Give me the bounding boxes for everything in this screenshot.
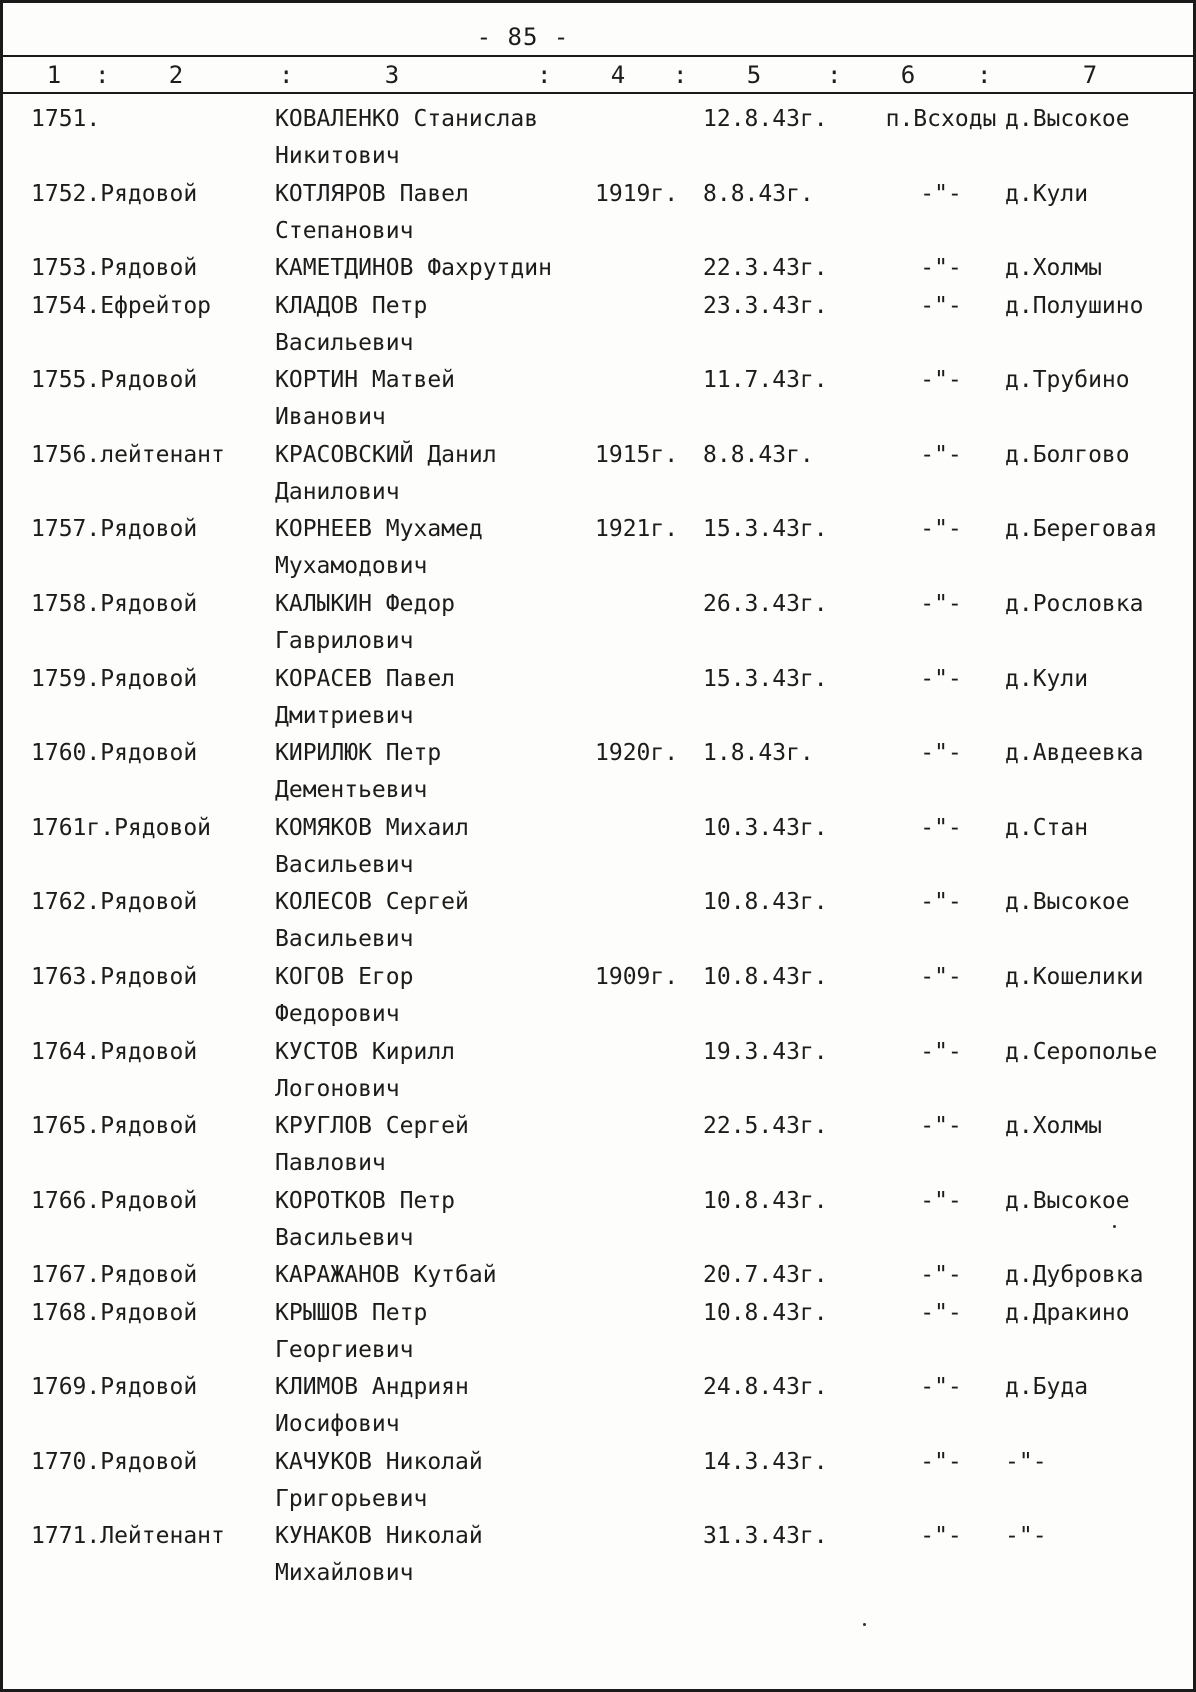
full-name-line2: Гаврилович <box>275 627 414 654</box>
full-name-line2: Логонович <box>275 1075 400 1102</box>
village: -"- <box>1005 1448 1047 1475</box>
scan-speck <box>863 1623 866 1626</box>
column-header-7: 7 <box>1082 61 1098 89</box>
full-name-line2: Дмитриевич <box>275 702 414 729</box>
district: -"- <box>920 292 962 319</box>
record-number-rank: 1752.Рядовой <box>31 180 198 207</box>
death-date: 10.8.43г. <box>703 1187 828 1214</box>
death-date: 20.7.43г. <box>703 1262 828 1289</box>
full-name-line1: КОЛЕСОВ Сергей <box>275 889 469 916</box>
full-name-line2: Мухамодович <box>275 553 428 580</box>
table-row <box>3 884 1193 958</box>
column-header-6: 6 <box>900 61 916 89</box>
record-number-rank: 1770.Рядовой <box>31 1448 198 1475</box>
full-name-line2: Иосифович <box>275 1411 400 1438</box>
table-row <box>3 735 1193 809</box>
table-row <box>3 1518 1193 1592</box>
full-name-line1: КОМЯКОВ Михаил <box>275 814 469 841</box>
column-separator: : <box>537 61 552 89</box>
full-name-line1: КОРАСЕВ Павел <box>275 665 456 692</box>
table-row <box>3 362 1193 436</box>
record-number-rank: 1758.Рядовой <box>31 590 198 617</box>
birth-year: 1921г. <box>595 516 679 543</box>
death-date: 8.8.43г. <box>703 180 814 207</box>
record-number-rank: 1763.Рядовой <box>31 963 198 990</box>
record-number-rank: 1768.Рядовой <box>31 1299 198 1326</box>
village: д.Полушино <box>1005 292 1144 319</box>
district: -"- <box>920 367 962 394</box>
full-name-line1: КОТЛЯРОВ Павел <box>275 180 469 207</box>
death-date: 10.8.43г. <box>703 963 828 990</box>
full-name-line2: Васильевич <box>275 851 414 878</box>
death-date: 10.8.43г. <box>703 889 828 916</box>
village: д.Береговая <box>1005 516 1158 543</box>
death-date: 26.3.43г. <box>703 590 828 617</box>
death-date: 14.3.43г. <box>703 1448 828 1475</box>
district: -"- <box>920 1262 962 1289</box>
table-row <box>3 437 1193 511</box>
table-row <box>3 1034 1193 1108</box>
death-date: 24.8.43г. <box>703 1374 828 1401</box>
village: -"- <box>1005 1523 1047 1550</box>
record-number-rank: 1766.Рядовой <box>31 1187 198 1214</box>
death-date: 11.7.43г. <box>703 367 828 394</box>
record-number-rank: 1771.Лейтенант <box>31 1523 225 1550</box>
full-name-line1: КРЫШОВ Петр <box>275 1299 428 1326</box>
column-separator: : <box>673 61 688 89</box>
full-name-line2: Иванович <box>275 404 386 431</box>
district: -"- <box>920 1113 962 1140</box>
village: д.Буда <box>1005 1374 1089 1401</box>
death-date: 10.3.43г. <box>703 814 828 841</box>
district: -"- <box>920 516 962 543</box>
table-row <box>3 1183 1193 1257</box>
record-number-rank: 1769.Рядовой <box>31 1374 198 1401</box>
birth-year: 1915г. <box>595 441 679 468</box>
district: -"- <box>920 590 962 617</box>
table-row <box>3 1108 1193 1182</box>
page-number: - 85 - <box>476 23 570 51</box>
birth-year: 1909г. <box>595 963 679 990</box>
full-name-line1: КОРОТКОВ Петр <box>275 1187 456 1214</box>
table-row <box>3 1369 1193 1443</box>
full-name-line1: КЛИМОВ Андриян <box>275 1374 469 1401</box>
column-separator: : <box>279 61 294 89</box>
death-date: 15.3.43г. <box>703 665 828 692</box>
district: -"- <box>920 740 962 767</box>
table-row <box>3 101 1193 175</box>
full-name-line1: КЛАДОВ Петр <box>275 292 428 319</box>
table-row <box>3 810 1193 884</box>
village: д.Высокое <box>1005 106 1130 132</box>
district: -"- <box>920 814 962 841</box>
district: п.Всходы <box>885 106 997 132</box>
record-number-rank: 1764.Рядовой <box>31 1038 198 1065</box>
village: д.Серополье <box>1005 1038 1158 1065</box>
record-number-rank: 1767.Рядовой <box>31 1262 198 1289</box>
header-bottom-rule <box>3 92 1193 94</box>
record-number-rank: 1765.Рядовой <box>31 1113 198 1140</box>
full-name-line2: Павлович <box>275 1150 386 1177</box>
death-date: 22.5.43г. <box>703 1113 828 1140</box>
village: д.Высокое <box>1005 889 1130 916</box>
village: д.Холмы <box>1005 255 1102 282</box>
death-date: 12.8.43г. <box>703 106 828 132</box>
column-header-2: 2 <box>168 61 184 89</box>
district: -"- <box>920 963 962 990</box>
death-date: 23.3.43г. <box>703 292 828 319</box>
scan-speck <box>1113 1225 1116 1228</box>
village: д.Дубровка <box>1005 1262 1144 1289</box>
village: д.Трубино <box>1005 367 1130 394</box>
table-row <box>3 959 1193 1033</box>
district: -"- <box>920 1374 962 1401</box>
full-name-line1: КРУГЛОВ Сергей <box>275 1113 469 1140</box>
record-number-rank: 1755.Рядовой <box>31 367 198 394</box>
full-name-line2: Григорьевич <box>275 1485 428 1512</box>
table-row <box>3 1257 1193 1295</box>
record-number-rank: 1761г.Рядовой <box>31 814 212 841</box>
district: -"- <box>920 889 962 916</box>
full-name-line2: Михайлович <box>275 1560 414 1587</box>
full-name-line1: КАЛЫКИН Федор <box>275 590 456 617</box>
header-top-rule <box>3 55 1193 57</box>
village: д.Кошелики <box>1005 963 1144 990</box>
record-number-rank: 1760.Рядовой <box>31 740 198 767</box>
column-separator: : <box>977 61 992 89</box>
death-date: 1.8.43г. <box>703 740 814 767</box>
record-number-rank: 1762.Рядовой <box>31 889 198 916</box>
full-name-line1: КУСТОВ Кирилл <box>275 1038 456 1065</box>
village: д.Высокое <box>1005 1187 1130 1214</box>
birth-year: 1920г. <box>595 740 679 767</box>
column-header-4: 4 <box>610 61 626 89</box>
record-number-rank: 1753.Рядовой <box>31 255 198 282</box>
record-number-rank: 1757.Рядовой <box>31 516 198 543</box>
full-name-line2: Васильевич <box>275 926 414 953</box>
column-header-1: 1 <box>46 61 62 89</box>
column-separator: : <box>95 61 110 89</box>
birth-year: 1919г. <box>595 180 679 207</box>
district: -"- <box>920 441 962 468</box>
full-name-line2: Федорович <box>275 1000 400 1027</box>
table-row <box>3 586 1193 660</box>
full-name-line1: КОГОВ Егор <box>275 963 414 990</box>
full-name-line1: КАЧУКОВ Николай <box>275 1448 483 1475</box>
death-date: 15.3.43г. <box>703 516 828 543</box>
district: -"- <box>920 255 962 282</box>
district: -"- <box>920 1448 962 1475</box>
village: д.Рословка <box>1005 590 1144 617</box>
death-date: 19.3.43г. <box>703 1038 828 1065</box>
full-name-line1: КАМЕТДИНОВ Фахрутдин <box>275 255 552 282</box>
table-row <box>3 1295 1193 1369</box>
village: д.Авдеевка <box>1005 740 1144 767</box>
district: -"- <box>920 1038 962 1065</box>
full-name-line1: КРАСОВСКИЙ Данил <box>275 441 497 468</box>
full-name-line1: КОРНЕЕВ Мухамед <box>275 516 483 543</box>
full-name-line2: Георгиевич <box>275 1336 414 1363</box>
full-name-line2: Степанович <box>275 217 414 244</box>
full-name-line1: КУНАКОВ Николай <box>275 1523 483 1550</box>
village: д.Дракино <box>1005 1299 1130 1326</box>
death-date: 22.3.43г. <box>703 255 828 282</box>
village: д.Стан <box>1005 814 1089 841</box>
death-date: 8.8.43г. <box>703 441 814 468</box>
column-separator: : <box>827 61 842 89</box>
full-name-line2: Васильевич <box>275 329 414 356</box>
village: д.Холмы <box>1005 1113 1102 1140</box>
table-row <box>3 661 1193 735</box>
column-header-3: 3 <box>384 61 400 89</box>
column-header-5: 5 <box>746 61 762 89</box>
table-row <box>3 176 1193 250</box>
village: д.Кули <box>1005 665 1089 692</box>
death-date: 10.8.43г. <box>703 1299 828 1326</box>
village: д.Кули <box>1005 180 1089 207</box>
district: -"- <box>920 1299 962 1326</box>
record-number-rank: 1759.Рядовой <box>31 665 198 692</box>
record-number-rank: 1756.лейтенант <box>31 441 225 468</box>
village: д.Болгово <box>1005 441 1130 468</box>
death-date: 31.3.43г. <box>703 1523 828 1550</box>
record-number-rank: 1754.Ефрейтор <box>31 292 212 319</box>
full-name-line1: КИРИЛЮК Петр <box>275 740 442 767</box>
full-name-line2: Дементьевич <box>275 777 428 804</box>
full-name-line2: Данилович <box>275 478 400 505</box>
full-name-line2: Никитович <box>275 143 400 169</box>
full-name-line2: Васильевич <box>275 1224 414 1251</box>
district: -"- <box>920 1187 962 1214</box>
table-row <box>3 250 1193 288</box>
district: -"- <box>920 180 962 207</box>
table-row <box>3 511 1193 585</box>
full-name-line1: КОРТИН Матвей <box>275 367 456 394</box>
full-name-line1: КОВАЛЕНКО Станислав <box>275 106 539 132</box>
table-row <box>3 288 1193 362</box>
table-row <box>3 1444 1193 1518</box>
full-name-line1: КАРАЖАНОВ Кутбай <box>275 1262 497 1289</box>
record-number-rank: 1751. <box>31 106 101 132</box>
district: -"- <box>920 665 962 692</box>
district: -"- <box>920 1523 962 1550</box>
